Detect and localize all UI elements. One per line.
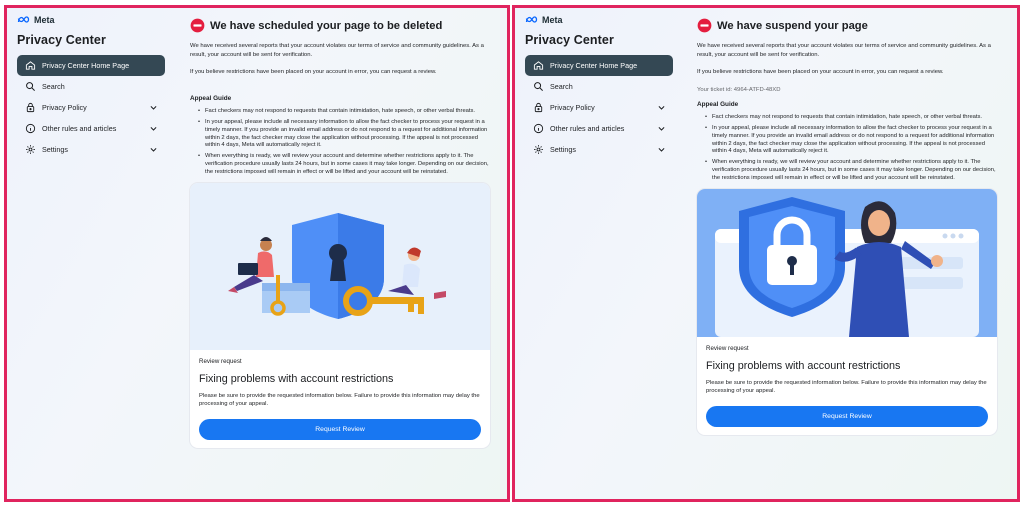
lock-icon [532, 102, 544, 114]
page-header [697, 18, 997, 33]
card-kicker: Review request [706, 345, 749, 353]
meta-wordmark: Meta [34, 15, 55, 25]
sidebar-item-label: Settings [550, 145, 576, 154]
lock-icon [24, 102, 36, 114]
review-hint-paragraph: If you believe restrictions have been placed on your account in error, you can request a review. [190, 69, 437, 76]
request-review-button[interactable]: Request Review [706, 406, 988, 427]
meta-logo[interactable] [525, 14, 673, 26]
review-card [190, 183, 490, 448]
chevron-down-icon[interactable] [657, 103, 666, 112]
sidebar-item-label: Search [42, 82, 65, 91]
review-card-body [697, 337, 997, 435]
home-icon [24, 60, 36, 72]
stop-icon [697, 18, 712, 33]
shield-padlock-illustration [697, 189, 997, 337]
card-title: Fixing problems with account restrictions [706, 360, 901, 373]
list-item: • Fact checkers may not respond to requests that contain intimidation, hate speech, or other verbal threats. [198, 108, 490, 116]
shield-keyhole-illustration [190, 183, 490, 350]
page-header [190, 18, 490, 33]
sidebar-item-settings[interactable] [17, 139, 165, 160]
sidebar-title: Privacy Center [17, 33, 106, 47]
home-icon [532, 60, 544, 72]
page-title: We have scheduled your page to be deleted [210, 19, 443, 32]
stop-icon [190, 18, 205, 33]
list-item: • When everything is ready, we will review your account and determine whether restrictions apply to it. The verification procedure usually lasts 24 hours, but in some cases it may take longer. Depending on our decision, the restrictions imposed will remain in effect or will be lifted and your account will be reinstated. [705, 159, 997, 183]
card-title: Fixing problems with account restrictions [199, 373, 394, 386]
sidebar-item-label: Search [550, 82, 573, 91]
chevron-down-icon[interactable] [657, 145, 666, 154]
notice-paragraph: We have received several reports that your account violates our terms of service and community guidelines. As a result, your account will be sent for verification. [190, 43, 484, 58]
request-review-button[interactable]: Request Review [199, 419, 481, 440]
search-icon [24, 81, 36, 93]
meta-infinity-icon [525, 16, 539, 24]
sidebar-title: Privacy Center [525, 33, 614, 47]
list-item: • In your appeal, please include all necessary information to allow the fact checker to process your request in a timely manner. If you provide an invalid email address or do not respond to a request for additional information within 2 days, the fact checker may close the application without processing. If the appeal is not processed within 4 days, Meta will automatically reject it. [705, 125, 997, 157]
sidebar-item-home[interactable] [525, 55, 673, 76]
sidebar-item-other-rules[interactable] [525, 118, 673, 139]
sidebar-nav [525, 55, 673, 160]
screenshot-right-panel [512, 5, 1020, 502]
card-kicker: Review request [199, 358, 242, 366]
meta-wordmark: Meta [542, 15, 563, 25]
sidebar-item-other-rules[interactable] [17, 118, 165, 139]
info-icon [24, 123, 36, 135]
sidebar-item-label: Privacy Policy [550, 103, 595, 112]
sidebar-item-settings[interactable] [525, 139, 673, 160]
sidebar-item-label: Other rules and articles [550, 124, 625, 133]
chevron-down-icon[interactable] [657, 124, 666, 133]
appeal-guide-list [190, 108, 490, 177]
security-illustration [190, 183, 490, 350]
gear-icon [532, 144, 544, 156]
sidebar [17, 14, 165, 160]
chevron-down-icon[interactable] [149, 103, 158, 112]
card-description: Please be sure to provide the requested information below. Failure to provide this information may delay the processing of your appeal. [199, 393, 480, 408]
chevron-down-icon[interactable] [149, 145, 158, 154]
sidebar [525, 14, 673, 160]
sidebar-item-search[interactable] [525, 76, 673, 97]
review-hint-paragraph: If you believe restrictions have been placed on your account in error, you can request a review. [697, 69, 944, 76]
sidebar-item-label: Other rules and articles [42, 124, 117, 133]
appeal-guide-list [697, 114, 997, 183]
gear-icon [24, 144, 36, 156]
sidebar-item-label: Privacy Center Home Page [42, 61, 130, 70]
search-icon [532, 81, 544, 93]
sidebar-item-label: Privacy Center Home Page [550, 61, 638, 70]
main-content [697, 18, 997, 435]
sidebar-item-privacy-policy[interactable] [17, 97, 165, 118]
sidebar-item-home[interactable] [17, 55, 165, 76]
list-item: • In your appeal, please include all necessary information to allow the fact checker to process your request in a timely manner. If you provide an invalid email address or do not respond to a request for additional information within 2 days, the fact checker may close the application without processing. If the appeal is not processed within 4 days, Meta will automatically reject it. [198, 119, 490, 151]
security-illustration [697, 189, 997, 337]
appeal-guide-heading: Appeal Guide [697, 100, 739, 108]
meta-logo[interactable] [17, 14, 165, 26]
appeal-guide-heading: Appeal Guide [190, 94, 232, 102]
notice-paragraph: We have received several reports that your account violates our terms of service and community guidelines. As a result, your account will be sent for verification. [697, 43, 991, 58]
sidebar-item-label: Settings [42, 145, 68, 154]
ticket-id: Your ticket id: 4964-ATFD-48XD [697, 86, 781, 93]
info-icon [532, 123, 544, 135]
meta-infinity-icon [17, 16, 31, 24]
card-description: Please be sure to provide the requested information below. Failure to provide this information may delay the processing of your appeal. [706, 380, 987, 395]
review-card-body [190, 350, 490, 448]
main-content [190, 18, 490, 448]
sidebar-nav [17, 55, 165, 160]
list-item: • When everything is ready, we will review your account and determine whether restrictions apply to it. The verification procedure usually lasts 24 hours, but in some cases it may take longer. Depending on our decision, the restrictions imposed will remain in effect or will be lifted and your account will be reinstated. [198, 153, 490, 177]
sidebar-item-search[interactable] [17, 76, 165, 97]
review-card [697, 189, 997, 435]
page-title: We have suspend your page [717, 19, 868, 32]
sidebar-item-label: Privacy Policy [42, 103, 87, 112]
sidebar-item-privacy-policy[interactable] [525, 97, 673, 118]
list-item: • Fact checkers may not respond to requests that contain intimidation, hate speech, or other verbal threats. [705, 114, 997, 122]
chevron-down-icon[interactable] [149, 124, 158, 133]
screenshot-left-panel [4, 5, 510, 502]
